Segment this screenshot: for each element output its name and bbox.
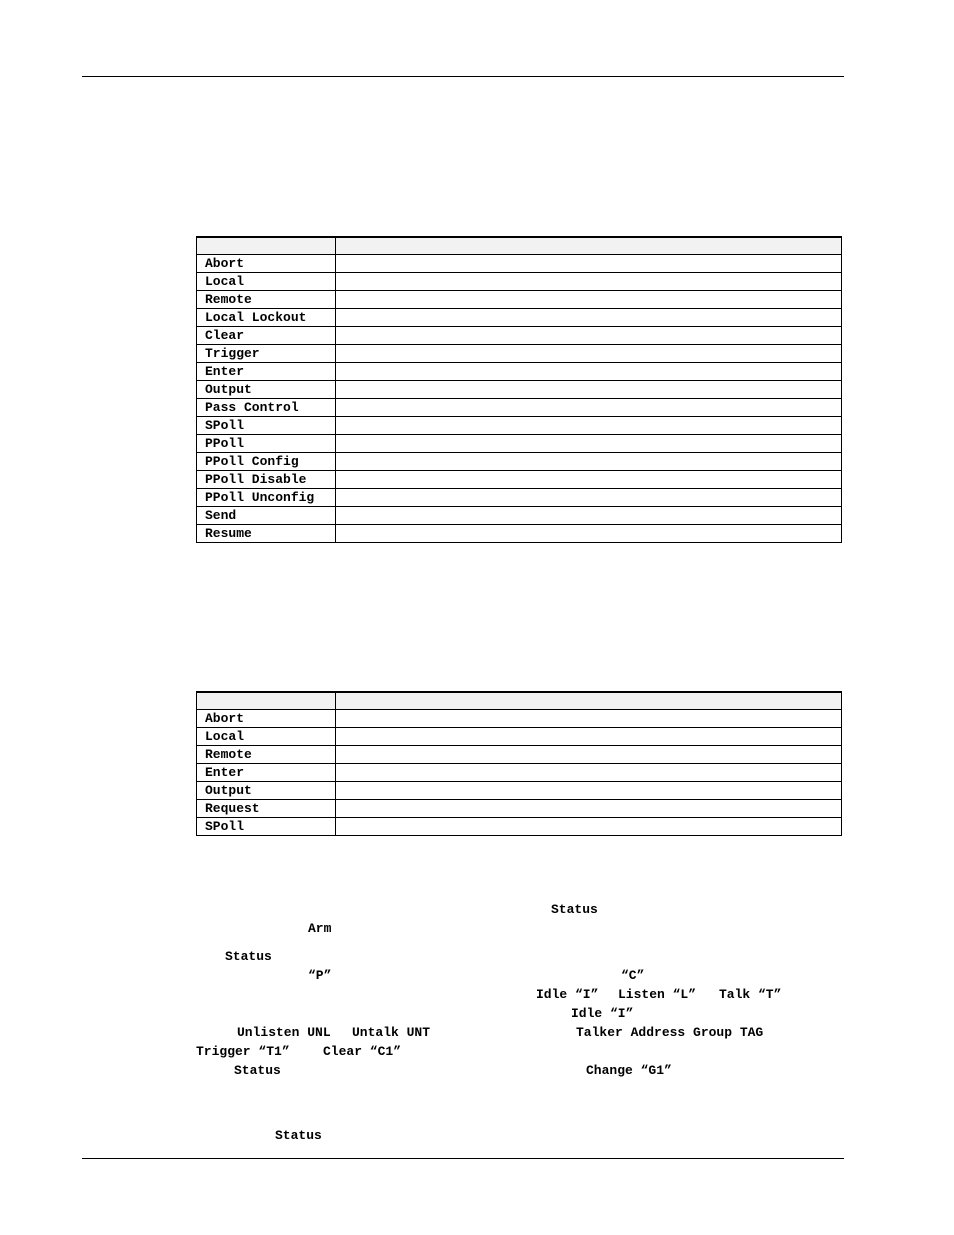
- command-name-cell: Enter: [197, 363, 336, 381]
- table-row: [197, 381, 842, 399]
- command-name-cell: Remote: [197, 746, 336, 764]
- table-row: [197, 782, 842, 800]
- command-name-cell: Abort: [197, 255, 336, 273]
- command-description-cell: [336, 782, 842, 800]
- table-row: [197, 525, 842, 543]
- table-row: [197, 453, 842, 471]
- command-name-cell: SPoll: [197, 417, 336, 435]
- command-table-1: [196, 236, 842, 543]
- command-description-cell: [336, 345, 842, 363]
- command-name-cell: Local: [197, 728, 336, 746]
- status-keyword: Status: [225, 949, 272, 964]
- unlisten-unl: Unlisten UNL: [237, 1025, 331, 1040]
- command-name-cell: Output: [197, 782, 336, 800]
- command-description-cell: [336, 399, 842, 417]
- command-description-cell: [336, 525, 842, 543]
- header-cell-description: [336, 692, 842, 710]
- p-char: “P”: [308, 968, 332, 983]
- status-keyword: Status: [234, 1063, 281, 1078]
- command-name-cell: PPoll Config: [197, 453, 336, 471]
- command-description-cell: [336, 309, 842, 327]
- header-rule: [82, 76, 844, 77]
- listen-l: Listen “L”: [618, 987, 697, 1002]
- command-name-cell: Clear: [197, 327, 336, 345]
- command-description-cell: [336, 255, 842, 273]
- table-row: [197, 710, 842, 728]
- command-description-cell: [336, 746, 842, 764]
- command-name-cell: Resume: [197, 525, 336, 543]
- command-description-cell: [336, 818, 842, 836]
- command-name-cell: Enter: [197, 764, 336, 782]
- table-row: [197, 818, 842, 836]
- status-keyword: Status: [551, 902, 598, 917]
- command-description-cell: [336, 800, 842, 818]
- table-row: [197, 345, 842, 363]
- header-cell-command: [197, 692, 336, 710]
- table-row: [197, 291, 842, 309]
- command-description-cell: [336, 507, 842, 525]
- table-row: [197, 327, 842, 345]
- command-description-cell: [336, 273, 842, 291]
- command-name-cell: Remote: [197, 291, 336, 309]
- command-description-cell: [336, 291, 842, 309]
- table-row: [197, 273, 842, 291]
- command-name-cell: Send: [197, 507, 336, 525]
- command-name-cell: Local: [197, 273, 336, 291]
- trigger-t1: Trigger “T1”: [196, 1044, 290, 1059]
- command-name-cell: Request: [197, 800, 336, 818]
- idle-i-2: Idle “I”: [571, 1006, 634, 1021]
- untalk-unt: Untalk UNT: [352, 1025, 431, 1040]
- talk-t: Talk “T”: [719, 987, 782, 1002]
- clear-c1: Clear “C1”: [323, 1044, 402, 1059]
- table-row: [197, 764, 842, 782]
- table-row: [197, 417, 842, 435]
- table-row: [197, 309, 842, 327]
- c-char: “C”: [621, 968, 645, 983]
- command-name-cell: Abort: [197, 710, 336, 728]
- table-row: [197, 800, 842, 818]
- command-description-cell: [336, 728, 842, 746]
- command-name-cell: PPoll Disable: [197, 471, 336, 489]
- command-description-cell: [336, 471, 842, 489]
- command-name-cell: Local Lockout: [197, 309, 336, 327]
- command-name-cell: PPoll: [197, 435, 336, 453]
- command-description-cell: [336, 381, 842, 399]
- table-row: [197, 746, 842, 764]
- command-description-cell: [336, 489, 842, 507]
- command-name-cell: SPoll: [197, 818, 336, 836]
- table-header-row: [197, 237, 842, 255]
- table-row: [197, 507, 842, 525]
- table-row: [197, 471, 842, 489]
- command-name-cell: Output: [197, 381, 336, 399]
- table-header-row: [197, 692, 842, 710]
- command-description-cell: [336, 453, 842, 471]
- command-description-cell: [336, 417, 842, 435]
- footer-rule: [82, 1158, 844, 1159]
- command-name-cell: Pass Control: [197, 399, 336, 417]
- header-cell-description: [336, 237, 842, 255]
- table-row: [197, 363, 842, 381]
- table-row: [197, 728, 842, 746]
- command-name-cell: Trigger: [197, 345, 336, 363]
- command-description-cell: [336, 327, 842, 345]
- command-table-2: [196, 691, 842, 836]
- command-description-cell: [336, 764, 842, 782]
- talker-address-group: Talker Address Group TAG: [576, 1025, 764, 1040]
- table-row: [197, 489, 842, 507]
- change-g1: Change “G1”: [586, 1063, 672, 1078]
- command-description-cell: [336, 710, 842, 728]
- command-description-cell: [336, 363, 842, 381]
- header-cell-command: [197, 237, 336, 255]
- idle-i: Idle “I”: [536, 987, 599, 1002]
- table-row: [197, 255, 842, 273]
- command-name-cell: PPoll Unconfig: [197, 489, 336, 507]
- command-description-cell: [336, 435, 842, 453]
- arm-keyword: Arm: [308, 921, 332, 936]
- status-keyword: Status: [275, 1128, 322, 1143]
- table-row: [197, 435, 842, 453]
- table-row: [197, 399, 842, 417]
